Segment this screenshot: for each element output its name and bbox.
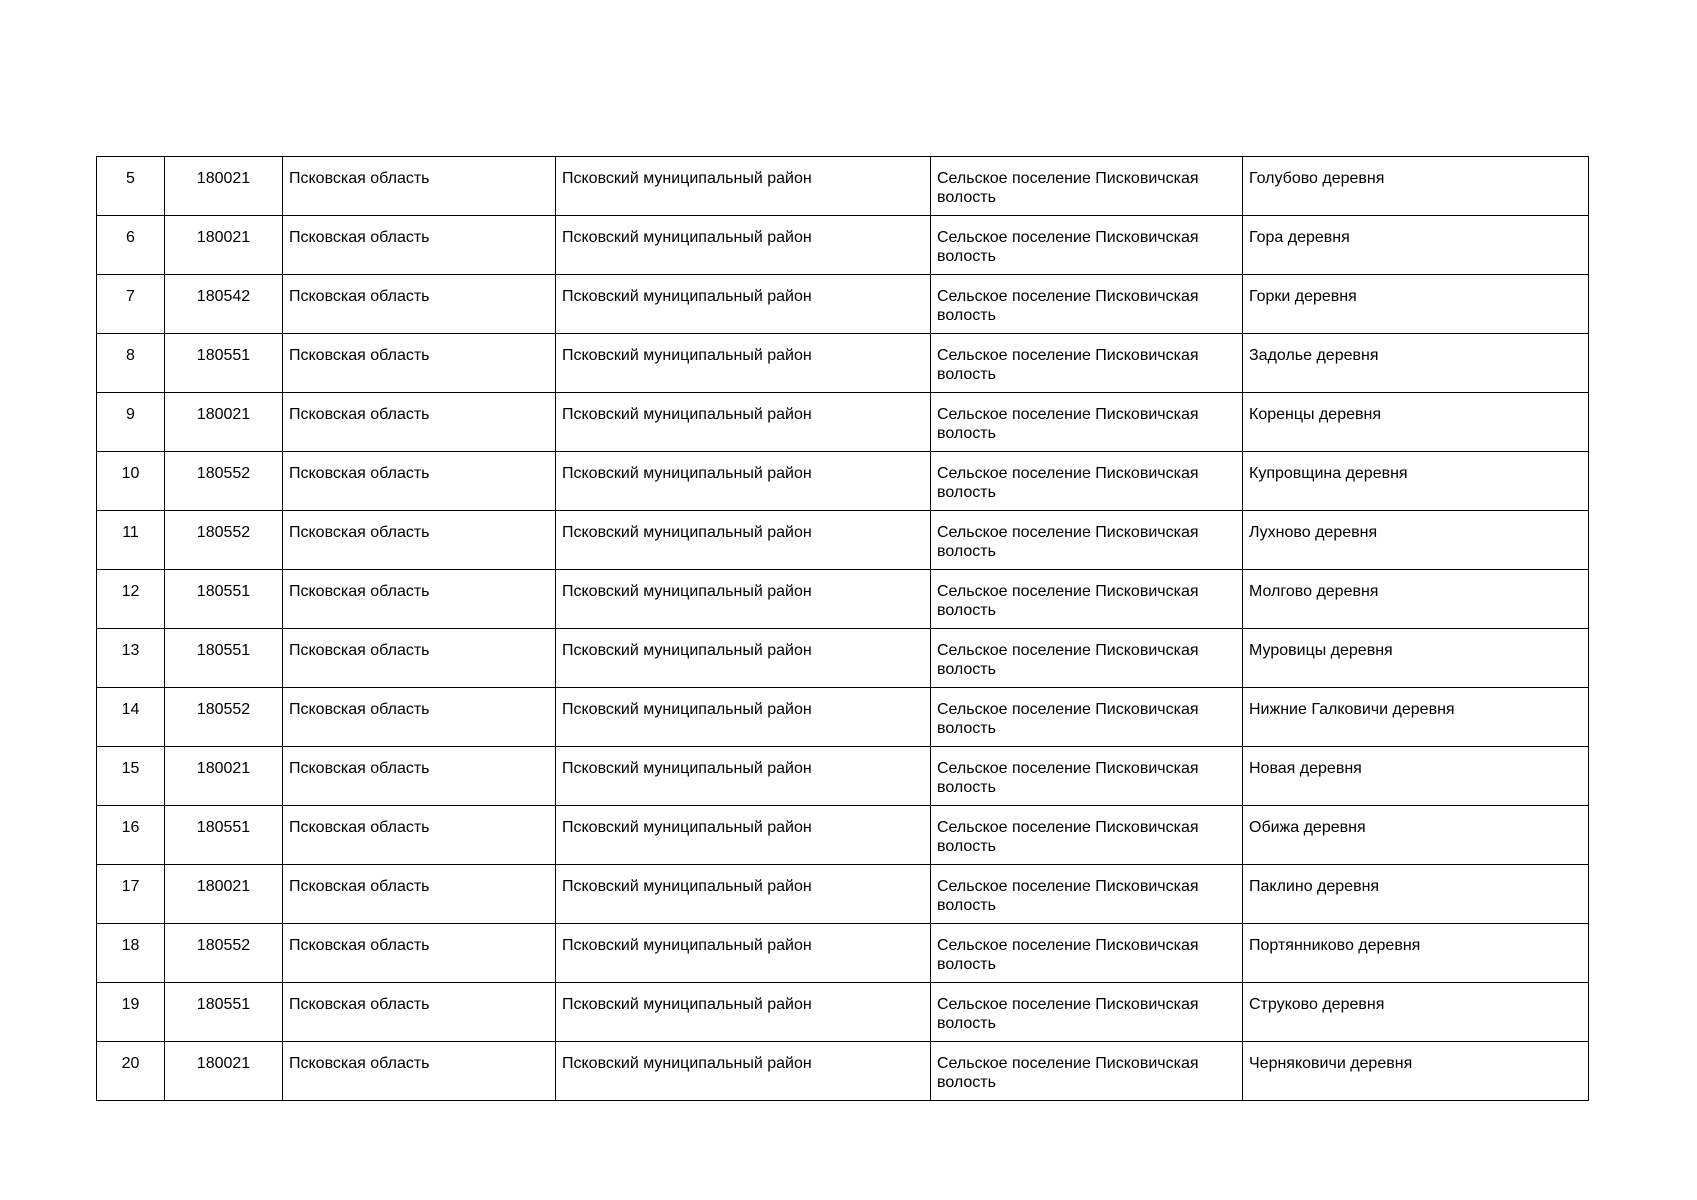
cell-postal-code: 180552 <box>165 924 283 983</box>
cell-postal-code: 180021 <box>165 865 283 924</box>
cell-region: Псковская область <box>283 806 556 865</box>
cell-district: Псковский муниципальный район <box>556 570 931 629</box>
cell-postal-code: 180021 <box>165 157 283 216</box>
cell-settlement: Сельское поселение Писковичская волость <box>931 865 1243 924</box>
table-row <box>97 865 1589 924</box>
table-body <box>97 157 1589 1101</box>
cell-region: Псковская область <box>283 216 556 275</box>
cell-row-number: 12 <box>97 570 165 629</box>
cell-postal-code: 180552 <box>165 688 283 747</box>
table-row <box>97 157 1589 216</box>
cell-locality: Обижа деревня <box>1243 806 1589 865</box>
cell-district: Псковский муниципальный район <box>556 747 931 806</box>
cell-district: Псковский муниципальный район <box>556 334 931 393</box>
cell-settlement: Сельское поселение Писковичская волость <box>931 334 1243 393</box>
cell-region: Псковская область <box>283 334 556 393</box>
table-row <box>97 334 1589 393</box>
cell-settlement: Сельское поселение Писковичская волость <box>931 393 1243 452</box>
cell-district: Псковский муниципальный район <box>556 1042 931 1101</box>
cell-district: Псковский муниципальный район <box>556 452 931 511</box>
table-row <box>97 216 1589 275</box>
cell-locality: Горки деревня <box>1243 275 1589 334</box>
cell-row-number: 8 <box>97 334 165 393</box>
cell-locality: Молгово деревня <box>1243 570 1589 629</box>
cell-postal-code: 180542 <box>165 275 283 334</box>
cell-district: Псковский муниципальный район <box>556 275 931 334</box>
cell-postal-code: 180551 <box>165 806 283 865</box>
cell-row-number: 13 <box>97 629 165 688</box>
cell-region: Псковская область <box>283 688 556 747</box>
table-row <box>97 688 1589 747</box>
cell-postal-code: 180552 <box>165 511 283 570</box>
table-row <box>97 452 1589 511</box>
cell-postal-code: 180551 <box>165 629 283 688</box>
cell-district: Псковский муниципальный район <box>556 865 931 924</box>
cell-settlement: Сельское поселение Писковичская волость <box>931 275 1243 334</box>
cell-district: Псковский муниципальный район <box>556 629 931 688</box>
cell-locality: Нижние Галковичи деревня <box>1243 688 1589 747</box>
table-row <box>97 806 1589 865</box>
address-table <box>96 156 1589 1101</box>
cell-region: Псковская область <box>283 747 556 806</box>
cell-settlement: Сельское поселение Писковичская волость <box>931 452 1243 511</box>
table-row <box>97 629 1589 688</box>
cell-district: Псковский муниципальный район <box>556 216 931 275</box>
cell-row-number: 6 <box>97 216 165 275</box>
cell-district: Псковский муниципальный район <box>556 924 931 983</box>
cell-row-number: 18 <box>97 924 165 983</box>
cell-settlement: Сельское поселение Писковичская волость <box>931 747 1243 806</box>
cell-row-number: 9 <box>97 393 165 452</box>
cell-district: Псковский муниципальный район <box>556 393 931 452</box>
cell-district: Псковский муниципальный район <box>556 688 931 747</box>
cell-row-number: 15 <box>97 747 165 806</box>
cell-region: Псковская область <box>283 157 556 216</box>
cell-settlement: Сельское поселение Писковичская волость <box>931 511 1243 570</box>
cell-region: Псковская область <box>283 1042 556 1101</box>
cell-settlement: Сельское поселение Писковичская волость <box>931 924 1243 983</box>
cell-region: Псковская область <box>283 275 556 334</box>
cell-region: Псковская область <box>283 924 556 983</box>
cell-settlement: Сельское поселение Писковичская волость <box>931 157 1243 216</box>
cell-locality: Купровщина деревня <box>1243 452 1589 511</box>
cell-locality: Коренцы деревня <box>1243 393 1589 452</box>
cell-region: Псковская область <box>283 865 556 924</box>
cell-settlement: Сельское поселение Писковичская волость <box>931 983 1243 1042</box>
cell-locality: Портянниково деревня <box>1243 924 1589 983</box>
table-row <box>97 747 1589 806</box>
cell-locality: Черняковичи деревня <box>1243 1042 1589 1101</box>
cell-postal-code: 180551 <box>165 570 283 629</box>
cell-district: Псковский муниципальный район <box>556 983 931 1042</box>
cell-locality: Лухново деревня <box>1243 511 1589 570</box>
cell-row-number: 11 <box>97 511 165 570</box>
cell-postal-code: 180551 <box>165 983 283 1042</box>
cell-locality: Гора деревня <box>1243 216 1589 275</box>
cell-settlement: Сельское поселение Писковичская волость <box>931 629 1243 688</box>
cell-locality: Паклино деревня <box>1243 865 1589 924</box>
cell-locality: Струково деревня <box>1243 983 1589 1042</box>
cell-locality: Муровицы деревня <box>1243 629 1589 688</box>
cell-row-number: 17 <box>97 865 165 924</box>
cell-settlement: Сельское поселение Писковичская волость <box>931 688 1243 747</box>
cell-postal-code: 180552 <box>165 452 283 511</box>
cell-settlement: Сельское поселение Писковичская волость <box>931 1042 1243 1101</box>
cell-row-number: 10 <box>97 452 165 511</box>
cell-row-number: 19 <box>97 983 165 1042</box>
cell-region: Псковская область <box>283 629 556 688</box>
cell-district: Псковский муниципальный район <box>556 157 931 216</box>
table-row <box>97 924 1589 983</box>
cell-postal-code: 180021 <box>165 393 283 452</box>
cell-postal-code: 180021 <box>165 216 283 275</box>
cell-row-number: 7 <box>97 275 165 334</box>
cell-district: Псковский муниципальный район <box>556 511 931 570</box>
cell-row-number: 20 <box>97 1042 165 1101</box>
table-row <box>97 393 1589 452</box>
cell-postal-code: 180021 <box>165 1042 283 1101</box>
table-row <box>97 511 1589 570</box>
cell-region: Псковская область <box>283 452 556 511</box>
table-row <box>97 570 1589 629</box>
cell-row-number: 5 <box>97 157 165 216</box>
table-row <box>97 1042 1589 1101</box>
cell-locality: Задолье деревня <box>1243 334 1589 393</box>
cell-postal-code: 180551 <box>165 334 283 393</box>
cell-district: Псковский муниципальный район <box>556 806 931 865</box>
cell-locality: Голубово деревня <box>1243 157 1589 216</box>
table-row <box>97 983 1589 1042</box>
cell-region: Псковская область <box>283 570 556 629</box>
cell-region: Псковская область <box>283 393 556 452</box>
cell-row-number: 16 <box>97 806 165 865</box>
cell-settlement: Сельское поселение Писковичская волость <box>931 570 1243 629</box>
cell-postal-code: 180021 <box>165 747 283 806</box>
cell-region: Псковская область <box>283 983 556 1042</box>
cell-locality: Новая деревня <box>1243 747 1589 806</box>
cell-settlement: Сельское поселение Писковичская волость <box>931 806 1243 865</box>
table-row <box>97 275 1589 334</box>
cell-row-number: 14 <box>97 688 165 747</box>
cell-region: Псковская область <box>283 511 556 570</box>
cell-settlement: Сельское поселение Писковичская волость <box>931 216 1243 275</box>
